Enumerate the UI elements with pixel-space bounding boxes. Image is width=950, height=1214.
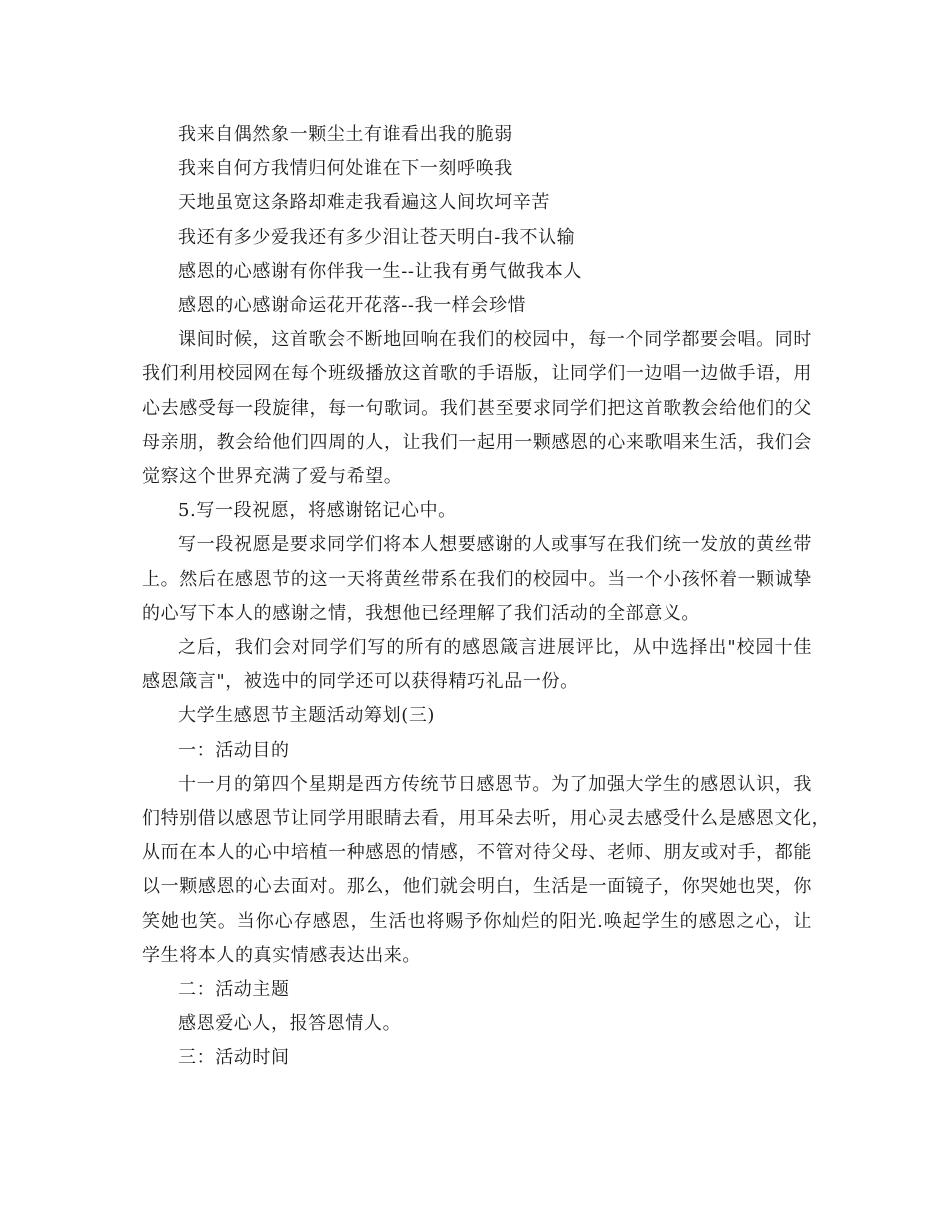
lyric-line-1: 我来自偶然象一颗尘土有谁看出我的脆弱 [178, 124, 513, 145]
paragraph-line: 母亲朋，教会给他们四周的人，让我们一起用一颗感恩的心来歌唱来生活，我们会 [142, 431, 812, 453]
section-2-heading: 二：活动主题 [178, 979, 290, 1001]
paragraph-line: 课间时候，这首歌会不断地回响在我们的校园中，每一个同学都要会唱。同时 [178, 329, 812, 351]
paragraph-line: 之后，我们会对同学们写的所有的感恩箴言进展评比，从中选择出"校园十佳 [178, 637, 812, 659]
lyric-line-6: 感恩的心感谢命运花开花落--我一样会珍惜 [178, 295, 527, 317]
paragraph-line: 的心写下本人的感谢之情，我想他已经理解了我们活动的全部意义。 [142, 602, 700, 624]
document-body [142, 118, 831, 1076]
paragraph-line: 感恩箴言"，被选中的同学还可以获得精巧礼品一份。 [142, 671, 579, 693]
plan-title: 大学生感恩节主题活动筹划(三) [178, 705, 436, 727]
paragraph-line: 我们利用校园网在每个班级播放这首歌的手语版，让同学们一边唱一边做手语，用 [142, 363, 812, 385]
paragraph-song [142, 323, 812, 494]
paragraph-wish [142, 528, 812, 631]
paragraph-line: 笑她也笑。当你心存感恩，生活也将赐予你灿烂的阳光.唤起学生的感恩之心，让 [142, 910, 812, 932]
item-5-heading: 5.写一段祝愿，将感谢铭记心中。 [178, 500, 457, 522]
paragraph-line: 学生将本人的真实情感表达出来。 [142, 944, 421, 966]
paragraph-line: 们特别借以感恩节让同学用眼睛去看，用耳朵去听，用心灵去感受什么是感恩文化， [142, 808, 831, 830]
paragraph-line: 上。然后在感恩节的这一天将黄丝带系在我们的校园中。当一个小孩怀着一颗诚挚 [142, 568, 812, 590]
paragraph-line: 从而在本人的心中培植一种感恩的情感，不管对待父母、老师、朋友或对手，都能 [142, 842, 812, 864]
theme-text: 感恩爱心人，报答恩情人。 [178, 1013, 402, 1035]
paragraph-review [142, 631, 812, 699]
section-3-heading: 三：活动时间 [178, 1047, 290, 1069]
paragraph-line: 以一颗感恩的心去面对。那么，他们就会明白，生活是一面镜子，你哭她也哭，你 [142, 876, 812, 898]
section-1-heading: 一：活动目的 [178, 739, 290, 761]
paragraph-line: 十一月的第四个星期是西方传统节日感恩节。为了加强大学生的感恩认识，我 [178, 773, 812, 795]
lyric-line-2: 我来自何方我情归何处谁在下一刻呼唤我 [178, 158, 513, 180]
paragraph-line: 觉察这个世界充满了爱与希望。 [142, 466, 403, 488]
paragraph-purpose [142, 768, 831, 973]
paragraph-line: 写一段祝愿是要求同学们将本人想要感谢的人或事写在我们统一发放的黄丝带 [178, 534, 812, 556]
lyric-line-4: 我还有多少爱我还有多少泪让苍天明白-我不认输 [178, 226, 576, 248]
lyric-line-5: 感恩的心感谢有你伴我一生--让我有勇气做我本人 [178, 260, 582, 282]
lyric-line-3: 天地虽宽这条路却难走我看遍这人间坎坷辛苦 [178, 192, 550, 214]
paragraph-line: 心去感受每一段旋律，每一句歌词。我们甚至要求同学们把这首歌教会给他们的父 [142, 397, 812, 419]
